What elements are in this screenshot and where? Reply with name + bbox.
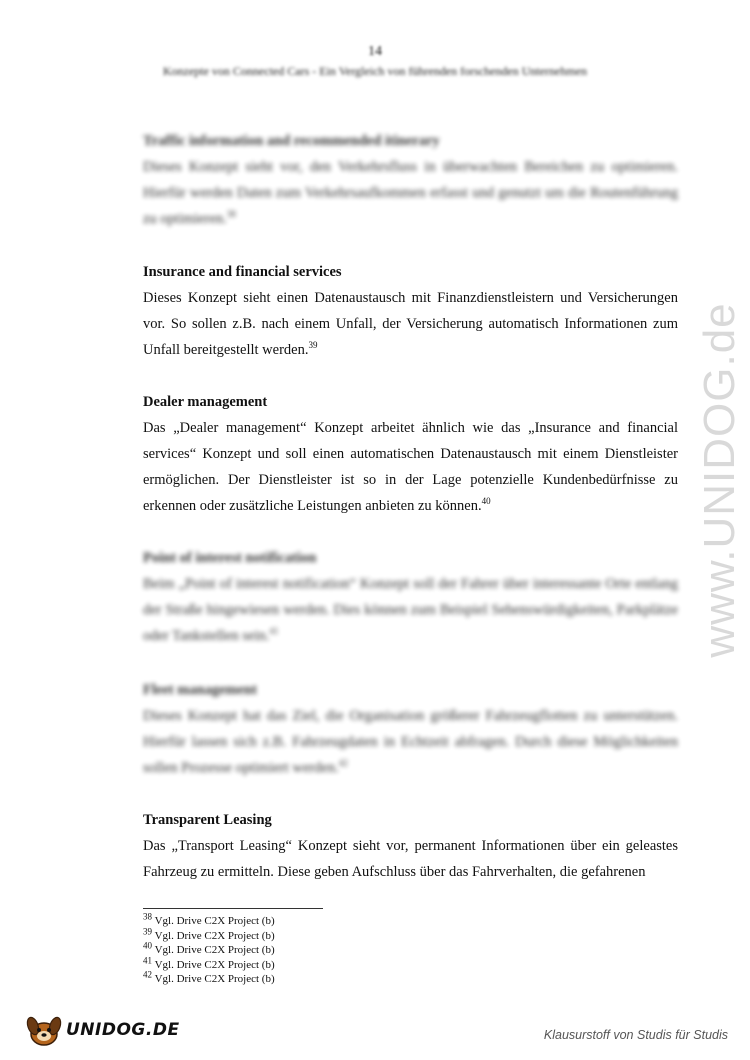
section-heading: Dealer management — [143, 394, 268, 410]
footnote-rule — [143, 908, 323, 909]
section-body: Dieses Konzept sieht vor, den Verkehrsfluss in überwachten Bereichen zu optimieren. Hierfür werden Daten zum Verkehrsaufkommen erfasst und genutzt um die Routenführung zu optimieren.$^{38}$ — [143, 159, 678, 227]
section-insurance-financial — [143, 264, 678, 363]
section-heading: Traffic information and recommended itinerary — [143, 133, 440, 149]
running-head: Konzepte von Connected Cars - Ein Vergleich von führenden forschenden Unternehmen — [162, 64, 588, 78]
footer-tagline: Klausurstoff von Studis für Studis — [543, 1028, 728, 1042]
section-body: Das „Dealer management“ Konzept arbeitet ähnlich wie das „Insurance and financial services“ Konzept und soll einen automatischen Datenaustausch mit einem Dienstleister ermöglichen. Der Dienstleister ist so in der Lage potenzielle Kundenbedürfnisse zu erkennen oder zusätzliche Leistungen anbieten zu können.$^{40}$ — [143, 420, 678, 514]
page-number: 14 — [368, 44, 382, 59]
section-heading: Transparent Leasing — [143, 812, 272, 828]
footnote-ref: 39 — [308, 340, 318, 351]
watermark: www.UNIDOG.de — [695, 302, 744, 658]
section-traffic-information — [143, 133, 678, 232]
footnote: $^{39}$ Vgl. Drive C2X Project (b) — [143, 925, 275, 942]
footnote: $^{38}$ Vgl. Drive C2X Project (b) — [143, 911, 275, 927]
logo-text: UNIDOG.DE — [66, 1020, 180, 1040]
footnote-ref: 42 — [338, 758, 348, 769]
section-heading: Point of interest notification — [143, 550, 317, 566]
footnote: $^{40}$ Vgl. Drive C2X Project (b) — [143, 940, 275, 956]
section-heading: Insurance and financial services — [143, 264, 342, 280]
footnote-ref: 40 — [481, 496, 491, 507]
section-body: Beim „Point of interest notification“ Konzept soll der Fahrer über interessante Orte entlang der Straße hingewiesen werden. Dies können zum Beispiel Sehenswürdigkeiten, Parkplätze oder Tankstellen sein.$^{41}$ — [143, 576, 678, 644]
section-dealer-management — [143, 394, 678, 519]
section-body: Das „Transport Leasing“ Konzept sieht vor, permanent Informationen über ein geleastes Fahrzeug zu ermitteln. Diese geben Aufschluss über das Fahrverhalten, die gefahrenen — [143, 838, 678, 880]
section-body: Dieses Konzept hat das Ziel, die Organisation größerer Fahrzeugflotten zu unterstützen. Hierfür lassen sich z.B. Fahrzeugdaten in Echtzeit abfragen. Durch diese Möglichkeiten sollen Prozesse optimiert werden.$^{42}$ — [143, 708, 678, 776]
footnotes — [143, 911, 275, 987]
section-heading: Fleet management — [143, 682, 257, 698]
footnote-ref: 41 — [269, 626, 279, 637]
footnote: $^{41}$ Vgl. Drive C2X Project (b) — [143, 954, 275, 971]
footnote-ref: 38 — [226, 209, 236, 220]
section-body: Dieses Konzept sieht einen Datenaustausch mit Finanzdienstleistern und Versicherungen vor. So sollen z.B. nach einem Unfall, der Versicherung automatisch Informationen zum Unfall bereitgestellt werden.$^{39}$ — [143, 290, 678, 358]
section-transparent-leasing — [143, 812, 678, 885]
dog-mascot-icon — [24, 1012, 64, 1048]
section-fleet-management — [143, 682, 678, 781]
section-point-of-interest — [143, 550, 678, 649]
footnote: $^{42}$ Vgl. Drive C2X Project (b) — [143, 969, 275, 985]
unidog-logo[interactable] — [24, 1012, 180, 1048]
